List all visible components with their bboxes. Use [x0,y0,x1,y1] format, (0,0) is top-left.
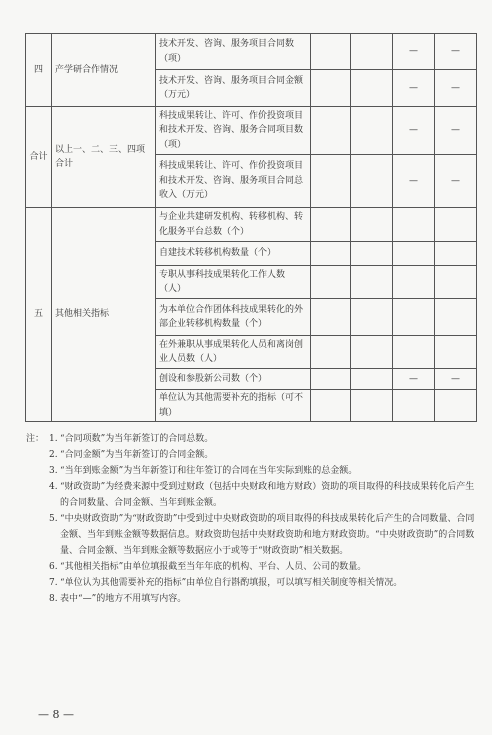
metric-cell: 科技成果转让、许可、作价投资项目和技术开发、咨询、服务合同项目数（项） [156,107,311,155]
value-cell [351,242,393,266]
value-cell [311,208,351,242]
value-cell [351,70,393,107]
value-cell [351,299,393,336]
note-number: 3. [49,466,58,476]
note-number: 6. [49,562,58,572]
note-item [26,447,476,463]
dash-cell: — [435,369,477,390]
metric-cell: 专职从事科技成果转化工作人数（人） [156,266,311,299]
value-cell [435,390,477,422]
value-cell [351,266,393,299]
note-number: 1. [49,434,58,444]
row-index: 合计 [26,107,52,208]
value-cell [351,369,393,390]
value-cell [393,208,435,242]
value-cell [351,107,393,155]
page-number: — 8 — [38,708,74,721]
note-text: “财政资助”为经费来源中受到过财政（包括中央财政和地方财政）资助的项目取得的科技成果转化后产生的合同数量、合同金额、当年到账金额。 [60,482,475,508]
note-text: “当年到账金额”为当年新签订和往年签订的合同在当年实际到账的总金额。 [60,466,358,476]
value-cell [351,208,393,242]
note-item [26,431,476,447]
table-row [26,107,477,155]
value-cell [311,299,351,336]
note-item [26,575,476,591]
dash-cell: — [393,369,435,390]
value-cell [311,266,351,299]
notes-prefix: 注： [26,434,45,444]
dash-cell: — [393,107,435,155]
row-index: 五 [26,208,52,422]
dash-cell: — [435,107,477,155]
value-cell [311,242,351,266]
note-item [26,591,476,607]
note-item [26,511,476,559]
note-number: 7. [49,578,58,588]
value-cell [435,299,477,336]
metric-cell: 与企业共建研发机构、转移机构、转化服务平台总数（个） [156,208,311,242]
row-category: 以上一、二、三、四项合计 [52,107,156,208]
value-cell [311,155,351,208]
value-cell [435,266,477,299]
metric-cell: 科技成果转让、许可、作价投资项目和技术开发、咨询、服务项目合同总收入（万元） [156,155,311,208]
value-cell [311,369,351,390]
note-item [26,559,476,575]
note-text: “中央财政资助”为“财政资助”中受到过中央财政资助的项目取得的科技成果转化后产生的合同数量、合同金额、当年到账金额等数据信息。财政资助包括中央财政资助和地方财政资助。“中央财政资助”的合同数量、合同金额、当年到账金额等数据应小于或等于“财政资助”相关数据。 [60,514,475,556]
row-category: 其他相关指标 [52,208,156,422]
note-item [26,463,476,479]
note-text: “单位认为其他需要补充的指标”由单位自行斟酌填报，可以填写相关制度等相关情况。 [60,578,403,588]
value-cell [435,242,477,266]
value-cell [311,390,351,422]
value-cell [311,34,351,70]
dash-cell: — [435,70,477,107]
value-cell [311,70,351,107]
row-index: 四 [26,34,52,107]
value-cell [311,107,351,155]
dash-cell: — [435,34,477,70]
dash-cell: — [435,155,477,208]
note-number: 4. [49,482,58,492]
metric-cell: 技术开发、咨询、服务项目合同数（项） [156,34,311,70]
value-cell [351,390,393,422]
note-number: 5. [49,514,58,524]
value-cell [351,34,393,70]
value-cell [311,336,351,369]
note-text: “合同项数”为当年新签订的合同总数。 [60,434,214,444]
table-row [26,34,477,70]
value-cell [351,336,393,369]
notes-section [26,431,476,607]
note-number: 2. [49,450,58,460]
statistics-table [25,33,477,422]
value-cell [435,208,477,242]
dash-cell: — [393,70,435,107]
value-cell [393,299,435,336]
note-text: 表中“—”的地方不用填写内容。 [60,594,187,604]
value-cell [351,155,393,208]
note-text: “合同金额”为当年新签订的合同金额。 [60,450,214,460]
value-cell [393,266,435,299]
note-item [26,479,476,511]
dash-cell: — [393,155,435,208]
value-cell [435,336,477,369]
note-text: “其他相关指标”由单位填报截至当年年底的机构、平台、人员、公司的数量。 [60,562,367,572]
value-cell [393,242,435,266]
metric-cell: 技术开发、咨询、服务项目合同金额（万元） [156,70,311,107]
value-cell [393,390,435,422]
dash-cell: — [393,34,435,70]
metric-cell: 创设和参股新公司数（个） [156,369,311,390]
metric-cell: 自建技术转移机构数量（个） [156,242,311,266]
row-category: 产学研合作情况 [52,34,156,107]
value-cell [393,336,435,369]
note-number: 8. [49,594,58,604]
metric-cell: 单位认为其他需要补充的指标（可不填） [156,390,311,422]
metric-cell: 为本单位合作团体科技成果转化的外部企业转移机构数量（个） [156,299,311,336]
table-row [26,208,477,242]
metric-cell: 在外兼职从事成果转化人员和离岗创业人员数（人） [156,336,311,369]
